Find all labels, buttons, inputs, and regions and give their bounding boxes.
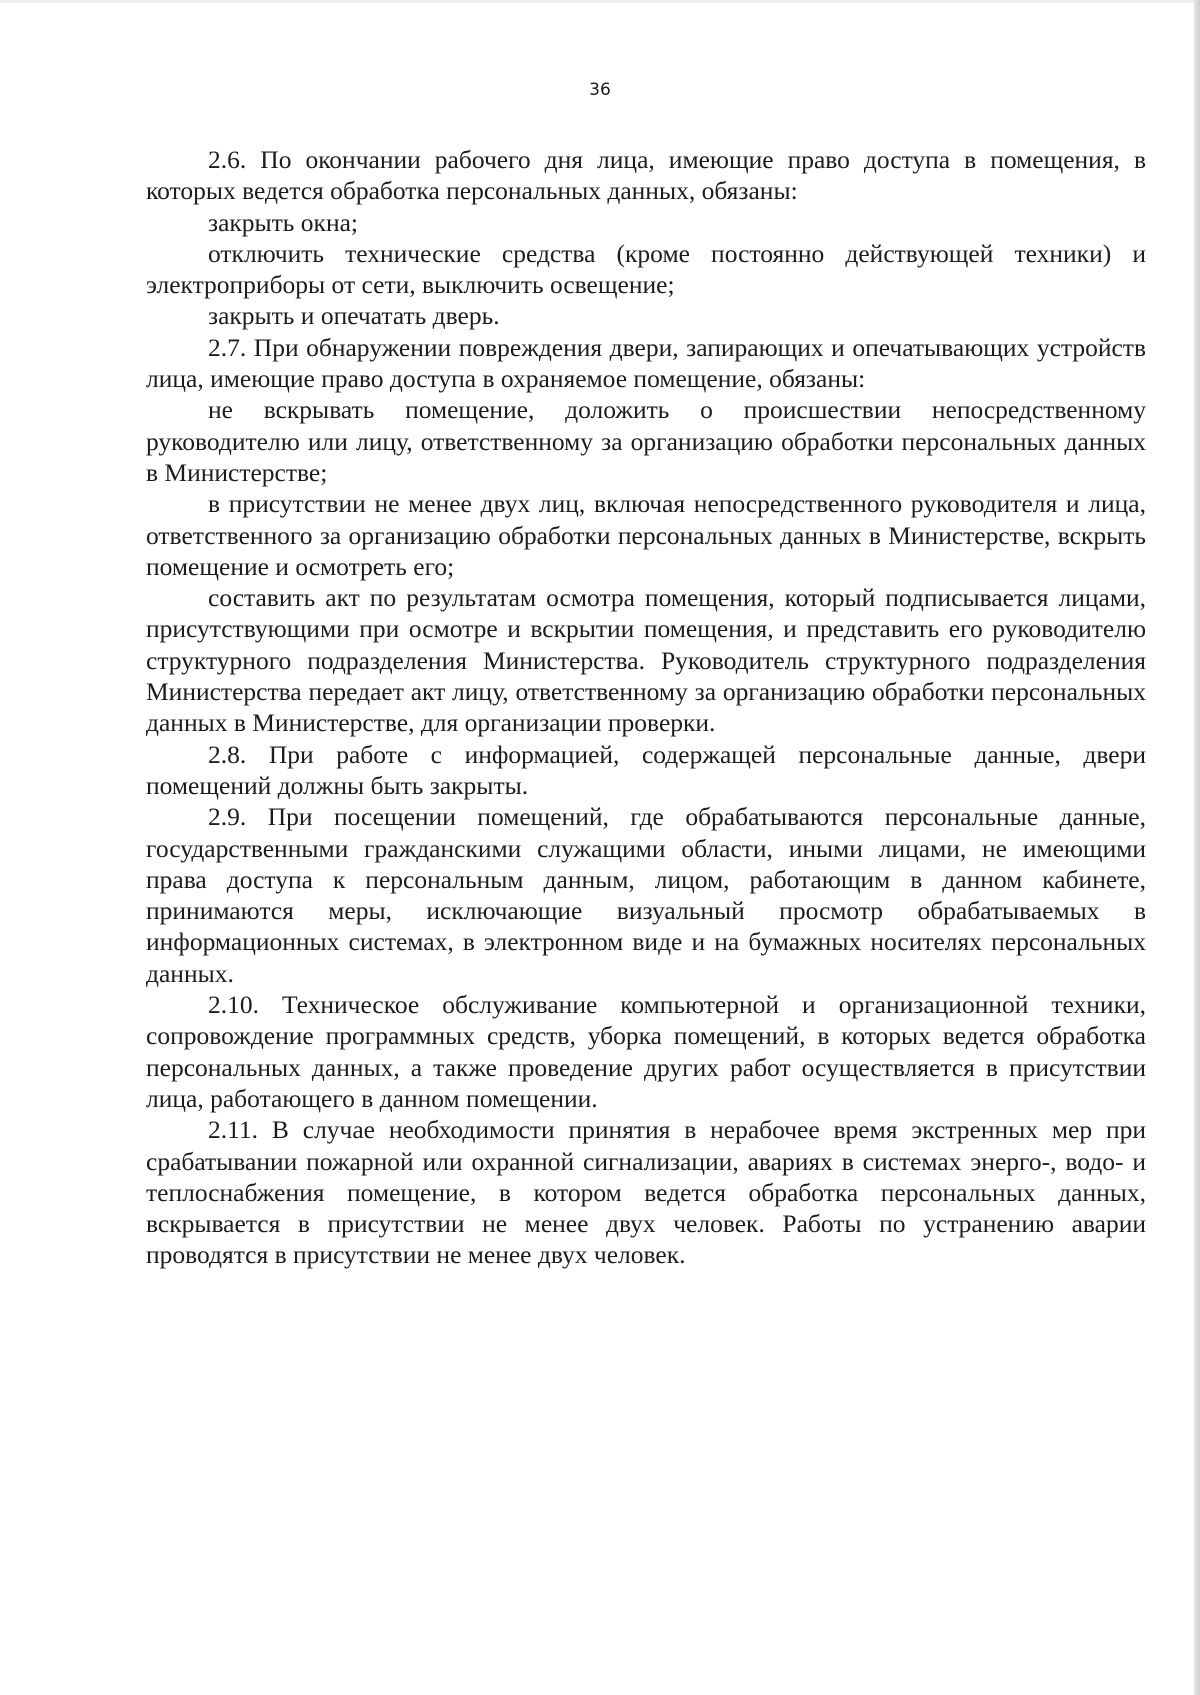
paragraph-2-8: 2.8. При работе с информацией, содержащей персональные данные, двери помещений должны быть закрыты. — [146, 739, 1146, 800]
document-body — [146, 144, 1146, 1271]
list-item-open-room: в присутствии не менее двух лиц, включая непосредственного руководителя и лица, ответственного за организацию обработки персональных данных в Министерстве, вскрыть помещение и осмотреть его; — [146, 489, 1146, 581]
list-item-report-incident: не вскрывать помещение, доложить о происшествии непосредственному руководителю или лицу, ответственному за организацию обработки персональных данных в Министерстве; — [146, 395, 1146, 487]
paragraph-2-11: 2.11. В случае необходимости принятия в нерабочее время экстренных мер при срабатывании пожарной или охранной сигнализации, авариях в системах энерго-, водо- и теплоснабжения помещение, в котором ведется обработка персональных данных, вскрывается в присутствии не менее двух человек. Работы по устранению аварии проводятся в присутствии не менее двух человек. — [146, 1115, 1146, 1270]
paragraph-2-7: 2.7. При обнаружении повреждения двери, запирающих и опечатывающих устройств лица, имеющие право доступа в охраняемое помещение, обязаны: — [146, 332, 1146, 394]
list-item-seal-door: закрыть и опечатать дверь. — [208, 301, 500, 331]
scan-edge-top — [0, 0, 1200, 3]
scan-edge-right — [1194, 0, 1200, 1695]
paragraph-2-10: 2.10. Техническое обслуживание компьютерной и организационной техники, сопровождение программных средств, уборка помещений, в которых ведется обработка персональных данных, а также проведение других работ осуществляется в присутствии лица, работающего в данном помещении. — [146, 990, 1146, 1113]
list-item-close-windows: закрыть окна; — [208, 207, 358, 237]
paragraph-2-6: 2.6. По окончании рабочего дня лица, имеющие право доступа в помещения, в которых ведется обработка персональных данных, обязаны: — [146, 145, 1146, 206]
list-item-draw-act: составить акт по результатам осмотра помещения, который подписывается лицами, присутствующими при осмотре и вскрытии помещения, и представить его руководителю структурного подразделения Министерства. Руководитель структурного подразделения Министерства передает акт лицу, ответственному за организацию обработки персональных данных в Министерстве, для организации проверки. — [146, 583, 1146, 738]
page-number: 36 — [589, 80, 611, 100]
list-item-disconnect-devices: отключить технические средства (кроме постоянно действующей техники) и электроприборы от сети, выключить освещение; — [146, 238, 1146, 300]
paragraph-2-9: 2.9. При посещении помещений, где обрабатываются персональные данные, государственными гражданскими служащими области, иными лицами, не имеющими права доступа к персональным данным, лицом, работающим в данном кабинете, принимаются меры, исключающие визуальный просмотр обрабатываемых в информационных системах, в электронном виде и на бумажных носителях персональных данных. — [146, 802, 1146, 988]
